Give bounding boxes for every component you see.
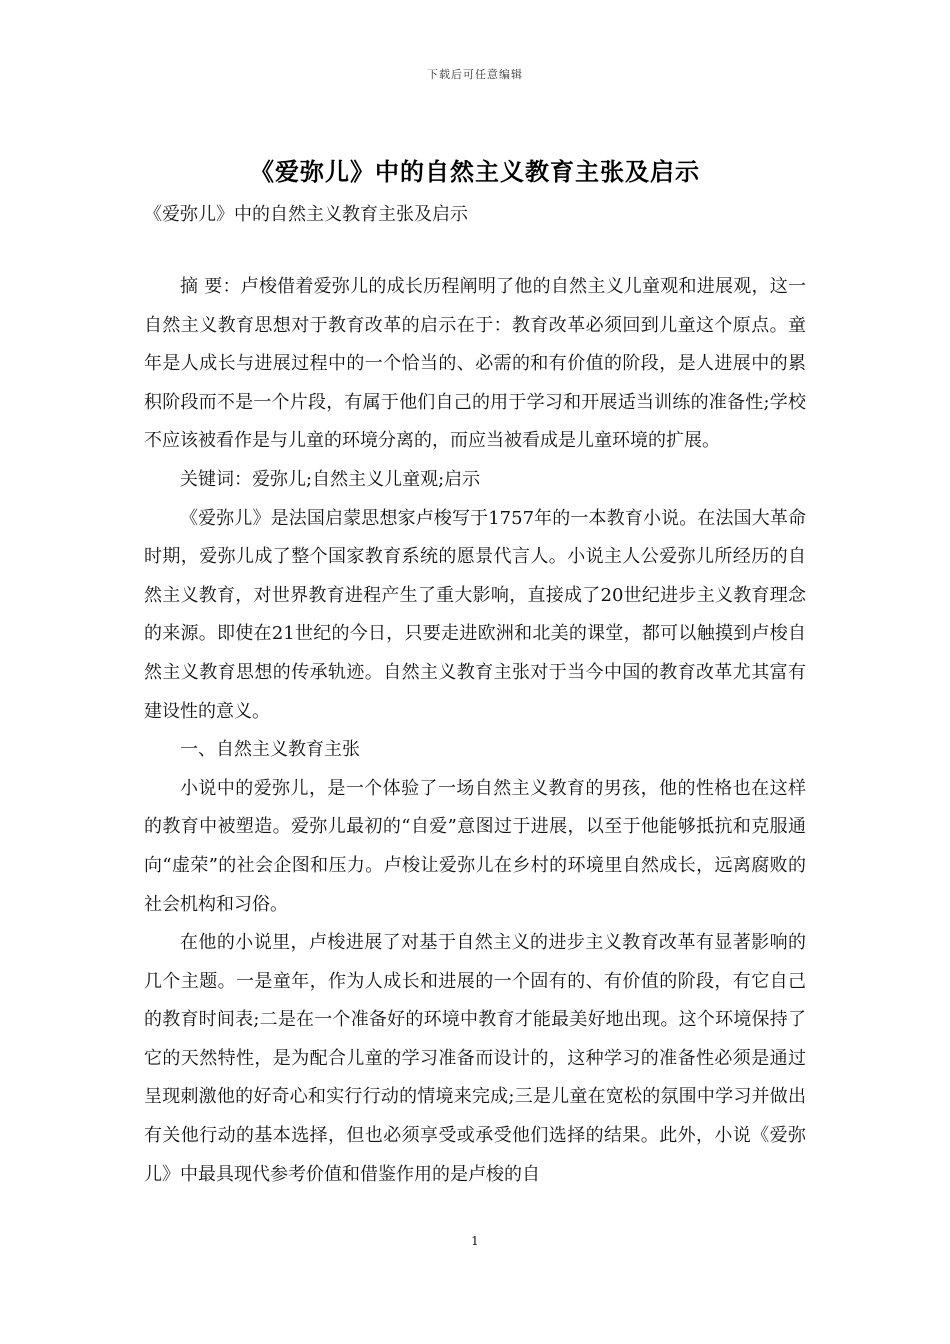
- page-number: 1: [471, 1234, 479, 1248]
- document-body: [144, 268, 806, 1194]
- document-title: 《爱弥儿》中的自然主义教育主张及启示: [250, 158, 700, 186]
- document-subtitle: 《爱弥儿》中的自然主义教育主张及启示: [144, 204, 468, 225]
- body-paragraph: 小说中的爱弥儿，是一个体验了一场自然主义教育的男孩，他的性格也在这样的教育中被塑造。爱弥儿最初的“自爱”意图过于进展，以至于他能够抵抗和克服通向“虚荣”的社会企图和压力。卢梭让爱弥儿在乡村的环境里自然成长，远离腐败的社会机构和习俗。: [144, 777, 806, 915]
- body-paragraph: 在他的小说里，卢梭进展了对基于自然主义的进步主义教育改革有显著影响的几个主题。一是童年，作为人成长和进展的一个固有的、有价值的阶段，有它自己的教育时间表;二是在一个准备好的环境中教育才能最美好地出现。这个环境保持了它的天然特性，是为配合儿童的学习准备而设计的，这种学习的准备性必须是通过呈现刺激他的好奇心和实行行动的情境来完成;三是儿童在宽松的氛围中学习并做出有关他行动的基本选择，但也必须享受或承受他们选择的结果。此外，小说《爱弥儿》中最具现代参考价值和借鉴作用的是卢梭的自: [144, 932, 806, 1185]
- abstract-paragraph: 摘 要：卢梭借着爱弥儿的成长历程阐明了他的自然主义儿童观和进展观，这一自然主义教育思想对于教育改革的启示在于：教育改革必须回到儿童这个原点。童年是人成长与进展过程中的一个恰当的、必需的和有价值的阶段，是人进展中的累积阶段而不是一个片段，有属于他们自己的用于学习和开展适当训练的准备性;学校不应该被看作是与儿童的环境分离的，而应当被看成是儿童环境的扩展。: [144, 276, 806, 452]
- intro-paragraph: 《爱弥儿》是法国启蒙思想家卢梭写于1757年的一本教育小说。在法国大革命时期，爱弥儿成了整个国家教育系统的愿景代言人。小说主人公爱弥儿所经历的自然主义教育，对世界教育进程产生了重大影响，直接成了20世纪进步主义教育理念的来源。即使在21世纪的今日，只要走进欧洲和北美的课堂，都可以触摸到卢梭自然主义教育思想的传承轨迹。自然主义教育主张对于当今中国的教育改革尤其富有建设性的意义。: [144, 507, 806, 722]
- section-heading: 一、自然主义教育主张: [180, 739, 360, 761]
- keywords-paragraph: 关键词：爱弥儿;自然主义儿童观;启示: [180, 468, 481, 490]
- page-header-note: 下载后可任意编辑: [427, 68, 523, 81]
